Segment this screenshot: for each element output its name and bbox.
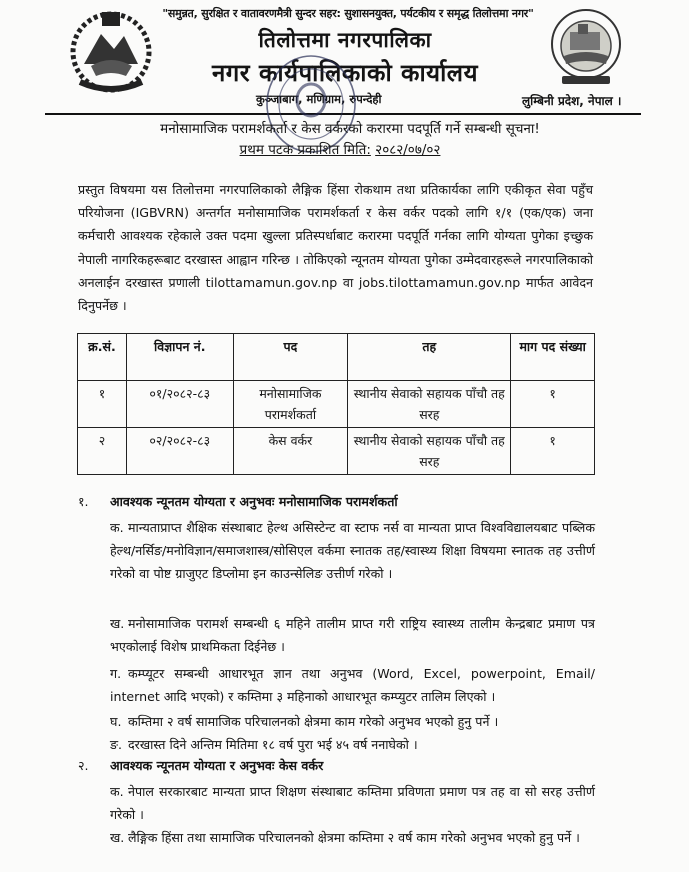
requirement-item [110, 612, 595, 658]
requirement-item [110, 710, 595, 733]
section-number: १. [78, 494, 89, 509]
item-mark: ङ. [110, 737, 123, 752]
col-level: तह [348, 334, 511, 381]
cell-level: स्थानीय सेवाको सहायक पाँचौ तह सरह [348, 381, 511, 428]
section-heading: आवश्यक न्यूनतम योग्यता र अनुभवः मनोसामाजिक परामर्शकर्ता [110, 494, 398, 509]
office-address: कुञ्जाबाग, मणिग्राम, रुपन्देही [256, 92, 382, 106]
municipality-motto: "समुन्नत, सुरक्षित र वातावरणमैत्री सुन्दर सहर: सुशासनयुक्त, पर्यटकीय र समृद्ध तिलोत्तमा नगर" [162, 7, 534, 20]
cell-post: मनोसामाजिक परामर्शकर्ता [233, 381, 348, 428]
item-mark: क. [110, 520, 124, 535]
published-date: २०८२/०७/०२ [375, 142, 441, 158]
tilottama-municipality-seal-icon [548, 6, 624, 90]
cell-serial: १ [78, 381, 127, 428]
requirement-item [110, 516, 595, 585]
notice-title: मनोसामाजिक परामर्शकर्ता र केस वर्करको करारमा पदपूर्ति गर्ने सम्बन्धी सूचना! [160, 121, 540, 137]
requirement-item [110, 826, 595, 849]
municipality-name: तिलोत्तमा नगरपालिका [258, 28, 432, 52]
requirement-item [110, 780, 595, 826]
cell-ad-number: ०२/२०८२-८३ [126, 428, 233, 475]
cell-serial: २ [78, 428, 127, 475]
col-count: माग पद संख्या [511, 334, 595, 381]
item-text: मान्यताप्राप्त शैक्षिक संस्थाबाट हेल्थ असिस्टेन्ट वा स्टाफ नर्स वा मान्यता प्राप्त विश्वविद्यालयबाट पब्लिक हेल्थ/नर्सिङ/मनोविज्ञान/समाजशास्त्र/सोसिएल वर्कमा स्नातक तह/स्वास्थ्य शिक्षा विषयमा स्नातक तह उत्तीर्ण गरेको वा पोष्ट ग्राजुएट डिप्लोमा इन काउन्सेलिङ उत्तीर्ण गरेको । [110, 520, 595, 581]
col-post: पद [233, 334, 348, 381]
section-number: २. [78, 758, 89, 773]
intro-paragraph: प्रस्तुत विषयमा यस तिलोत्तमा नगरपालिकाको लैङ्गिक हिंसा रोकथाम तथा प्रतिकार्यका लागि एकीकृत सेवा पहुँच परियोजना (IGBVRN) अन्तर्गत मनोसामाजिक परामर्शकर्ता र केस वर्कर पदको लागि १/१ (एक/एक) जना कर्मचारी आवश्यक रहेकाले उक्त पदमा खुल्ला प्रतिस्पर्धाबाट करारमा पदपूर्ति गर्नका लागि योग्यता पुगेका इच्छुक नेपाली नागरिकहरूबाट दरखास्त आह्वान गरिन्छ । तोकिएको न्यूनतम योग्यता पुगेका उम्मेदवारहरूले नगरपालिकाको अनलाईन दरखास्त प्रणाली tilottamamun.gov.np वा jobs.tilottamamun.gov.np मार्फत आवेदन दिनुपर्नेछ । [78, 182, 593, 314]
province-name: लुम्बिनी प्रदेश, नेपाल । [522, 94, 622, 108]
item-text: नेपाल सरकारबाट मान्यता प्राप्त शिक्षण संस्थाबाट कम्तिमा प्रविणता प्रमाण पत्र तह वा सो सरह उत्तीर्ण गरेको । [110, 784, 595, 822]
cell-ad-number: ०१/२०८२-८३ [126, 381, 233, 428]
cell-count: १ [511, 428, 595, 475]
cell-level: स्थानीय सेवाको सहायक पाँचौ तह सरह [348, 428, 511, 475]
nepal-emblem-icon [66, 4, 156, 96]
item-text: दरखास्त दिने अन्तिम मितिमा १८ वर्ष पुरा भई ४५ वर्ष ननाघेको । [128, 737, 418, 752]
item-mark: ग. [110, 666, 122, 681]
item-mark: ख. [110, 830, 125, 845]
item-text: मनोसामाजिक परामर्श सम्बन्धी ६ महिने तालीम प्राप्त गरी राष्ट्रिय स्वास्थ्य तालीम केन्द्रबाट प्रमाण पत्र भएकोलाई विशेष प्राथमिकता दिईनेछ । [110, 616, 595, 654]
item-mark: ख. [110, 616, 125, 631]
table-row [78, 428, 595, 475]
table-row [78, 381, 595, 428]
requirement-item [110, 662, 595, 708]
vacancy-table [77, 333, 595, 475]
requirement-item [110, 733, 595, 756]
section-heading: आवश्यक न्यूनतम योग्यता र अनुभवः केस वर्कर [110, 758, 324, 773]
cell-post: केस वर्कर [233, 428, 348, 475]
published-date-line [150, 140, 530, 158]
table-header-row [78, 334, 595, 381]
item-mark: क. [110, 784, 124, 799]
col-ad-number: विज्ञापन नं. [126, 334, 233, 381]
cell-count: १ [511, 381, 595, 428]
item-mark: घ. [110, 714, 122, 729]
item-text: कम्प्यूटर सम्बन्धी आधारभूत ज्ञान तथा अनुभव (Word, Excel, powerpoint, Email/ internet आदि भएको) र कम्तिमा ३ महिनाको आधारभूत कम्प्युटर तालिम लिएको । [110, 666, 595, 704]
col-serial: क्र.सं. [78, 334, 127, 381]
item-text: कम्तिमा २ वर्ष सामाजिक परिचालनको क्षेत्रमा काम गरेको अनुभव भएको हुनु पर्ने । [128, 714, 499, 729]
published-label: प्रथम पटक प्रकाशित मिति: [239, 142, 371, 158]
office-name: नगर कार्यपालिकाको कार्यालय [211, 59, 479, 87]
item-text: लैङ्गिक हिंसा तथा सामाजिक परिचालनको क्षेत्रमा कम्तिमा २ वर्ष काम गरेको अनुभव भएको हुनु पर्ने । [128, 830, 580, 845]
